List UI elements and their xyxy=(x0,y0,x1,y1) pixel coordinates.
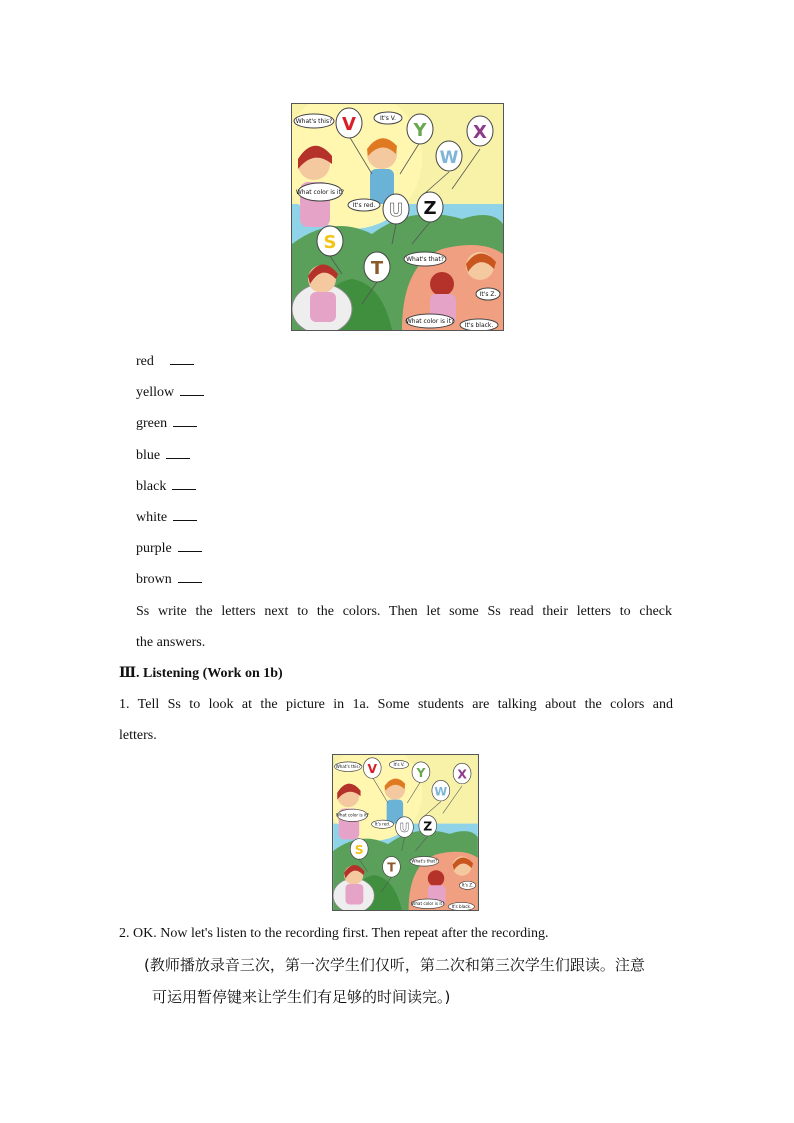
teacher-note-line-1: (教师播放录音三次，第一次学生们仅听，第二次和第三次学生们跟读。注意 xyxy=(144,956,645,974)
balloon-y xyxy=(407,114,433,144)
comic-scene xyxy=(292,104,503,330)
svg-text:V: V xyxy=(367,761,378,776)
color-line-yellow: yellow xyxy=(136,383,204,403)
svg-text:T: T xyxy=(387,860,396,875)
color-line-purple: purple xyxy=(136,539,202,559)
instruction-line-1: Ss write the letters next to the colors. Then let some Ss read their letters to check xyxy=(136,604,672,619)
small-balloon-t xyxy=(383,857,401,878)
small-bubble-5: What's that? xyxy=(411,858,438,864)
comic-illustration-small xyxy=(332,754,479,911)
small-bubble-1: What's this? xyxy=(335,764,361,770)
small-balloon-y xyxy=(412,762,430,783)
small-bubble-6: It's Z. xyxy=(461,882,474,888)
svg-text:U: U xyxy=(388,200,404,221)
svg-text:S: S xyxy=(323,232,337,253)
balloon-w xyxy=(436,141,462,171)
svg-text:W: W xyxy=(434,784,448,799)
svg-text:T: T xyxy=(370,258,384,279)
svg-text:Y: Y xyxy=(413,120,427,141)
balloon-v xyxy=(336,108,362,138)
color-line-brown: brown xyxy=(136,570,202,590)
comic-scene-small xyxy=(333,755,478,910)
color-line-red: red xyxy=(136,352,194,372)
bubble-3: What color is it? xyxy=(295,189,345,196)
small-balloon-s xyxy=(350,839,368,860)
svg-text:W: W xyxy=(439,148,459,168)
small-balloon-z xyxy=(419,815,437,836)
color-line-green: green xyxy=(136,414,197,434)
color-line-white: white xyxy=(136,508,197,528)
bubble-7: What color is it? xyxy=(405,318,455,325)
instruction-line-2: the answers. xyxy=(136,635,206,650)
bubble-2: It's V. xyxy=(379,115,397,122)
svg-text:X: X xyxy=(457,767,467,782)
small-balloon-w xyxy=(432,780,450,801)
small-balloon-v xyxy=(363,758,381,779)
small-balloon-x xyxy=(453,763,471,784)
balloon-t xyxy=(364,252,390,282)
svg-text:Y: Y xyxy=(416,765,426,780)
balloon-u xyxy=(383,194,409,224)
step1-line-1: 1. Tell Ss to look at the picture in 1a. Some students are talking about the colors and xyxy=(119,697,673,712)
section-heading: Ⅲ. Listening (Work on 1b) xyxy=(119,666,283,681)
small-bubble-4: It's red. xyxy=(374,821,391,827)
color-line-blue: blue xyxy=(136,446,190,466)
small-bubble-3: What color is it? xyxy=(335,812,369,818)
step1-line-2: letters. xyxy=(119,728,157,743)
bubble-8: It's black. xyxy=(464,322,494,329)
comic-illustration-large xyxy=(291,103,504,331)
balloon-x xyxy=(467,116,493,146)
svg-text:Z: Z xyxy=(423,819,433,834)
bubble-1: What's this? xyxy=(295,118,333,125)
svg-text:S: S xyxy=(354,842,364,857)
small-bubble-7: What color is it? xyxy=(411,901,445,907)
bubble-5: What's that? xyxy=(406,256,444,263)
svg-text:Z: Z xyxy=(423,198,437,219)
small-balloon-u xyxy=(396,817,414,838)
svg-text:U: U xyxy=(399,820,410,835)
svg-text:V: V xyxy=(342,114,356,135)
balloon-z xyxy=(417,192,443,222)
teacher-note-line-2: 可运用暂停键来让学生们有足够的时间读完。) xyxy=(152,988,451,1006)
svg-text:X: X xyxy=(473,122,487,143)
bubble-6: It's Z. xyxy=(479,291,497,298)
color-line-black: black xyxy=(136,477,196,497)
bubble-4: It's red. xyxy=(352,202,376,209)
small-bubble-8: It's black. xyxy=(451,903,472,909)
balloon-s xyxy=(317,226,343,256)
small-bubble-2: It's V. xyxy=(393,761,405,767)
step2-line: 2. OK. Now let's listen to the recording first. Then repeat after the recording. xyxy=(119,926,549,941)
